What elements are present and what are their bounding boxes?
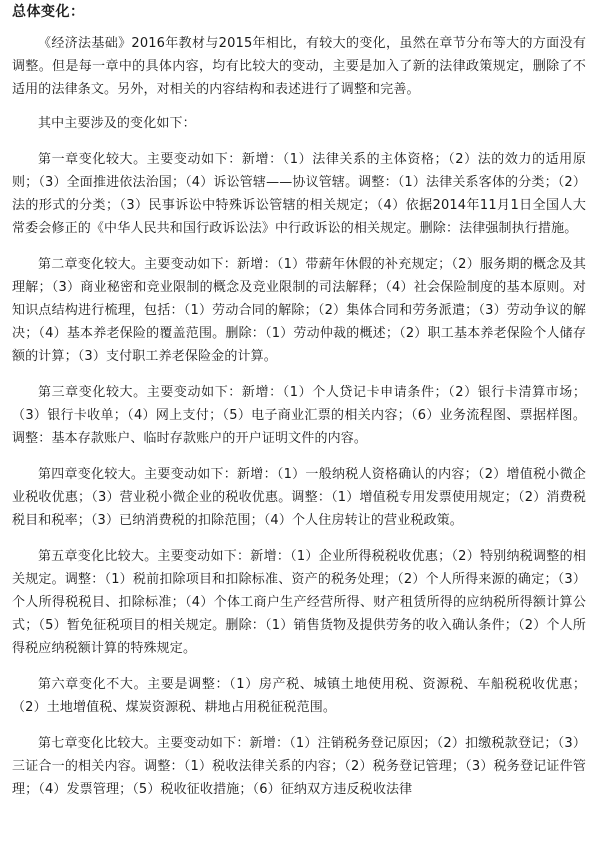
section-heading: 总体变化：	[12, 4, 85, 20]
paragraph-chapter-6: 第六章变化不大。主要是调整：（1）房产税、城镇土地使用税、资源税、车船税税收优惠；（2）土地增值税、煤炭资源税、耕地占用税征税范围。	[12, 677, 586, 715]
paragraph-chapter-1: 第一章变化较大。主要变动如下：新增：（1）法律关系的主体资格；（2）法的效力的适用原则；（3）全面推进依法治国；（4）诉讼管辖——协议管辖。调整：（1）法律关系客体的分类；（2）法的形式的分类；（3）民事诉讼中特殊诉讼管辖的相关规定；（4）依据2014年11月1日全国人大常委会修正的《中华人民共和国行政诉讼法》中行政诉讼的相关规定。删除：法律强制执行措施。	[12, 152, 586, 236]
paragraph-chapter-5: 第五章变化比较大。主要变动如下：新增：（1）企业所得税税收优惠；（2）特别纳税调整的相关规定。调整：（1）税前扣除项目和扣除标准、资产的税务处理；（2）个人所得来源的确定；（3）个人所得税税目、扣除标准；（4）个体工商户生产经营所得、财产租赁所得的应纳税所得额计算公式；（5）暂免征税项目的相关规定。删除：（1）销售货物及提供劳务的收入确认条件；（2）个人所得税应纳税额计算的特殊规定。	[12, 549, 586, 656]
document-body	[12, 32, 586, 814]
paragraph-chapter-4: 第四章变化较大。主要变动如下：新增：（1）一般纳税人资格确认的内容；（2）增值税小微企业税收优惠；（3）营业税小微企业的税收优惠。调整：（1）增值税专用发票使用规定；（2）消费税税目和税率；（3）已纳消费税的扣除范围；（4）个人住房转让的营业税政策。	[12, 467, 586, 528]
paragraph-chapter-3: 第三章变化较大。主要变动如下：新增：（1）个人贷记卡申请条件；（2）银行卡清算市场；（3）银行卡收单；（4）网上支付；（5）电子商业汇票的相关内容；（6）业务流程图、票据样图。调整：基本存款账户、临时存款账户的开户证明文件的内容。	[12, 385, 586, 446]
paragraph-chapter-7: 第七章变化比较大。主要变动如下：新增：（1）注销税务登记原因；（2）扣缴税款登记；（3）三证合一的相关内容。调整：（1）税收法律关系的内容；（2）税务登记管理；（3）税务登记证件管理；（4）发票管理；（5）税收征收措施；（6）征纳双方违反税收法律	[12, 736, 586, 797]
paragraph-summary-lead: 其中主要涉及的变化如下：	[38, 116, 196, 131]
paragraph-intro: 《经济法基础》2016年教材与2015年相比，有较大的变化，虽然在章节分布等大的方面没有调整。但是每一章中的具体内容，均有比较大的变动，主要是加入了新的法律政策规定，删除了不适用的法律条文。另外，对相关的内容结构和表述进行了调整和完善。	[12, 36, 586, 97]
paragraph-chapter-2: 第二章变化较大。主要变动如下：新增：（1）带薪年休假的补充规定；（2）服务期的概念及其理解；（3）商业秘密和竞业限制的概念及竞业限制的司法解释；（4）社会保险制度的基本原则。对知识点结构进行梳理，包括：（1）劳动合同的解除；（2）集体合同和劳务派遣；（3）劳动争议的解决；（4）基本养老保险的覆盖范围。删除：（1）劳动仲裁的概述；（2）职工基本养老保险个人储存额的计算；（3）支付职工养老保险金的计算。	[12, 257, 586, 364]
